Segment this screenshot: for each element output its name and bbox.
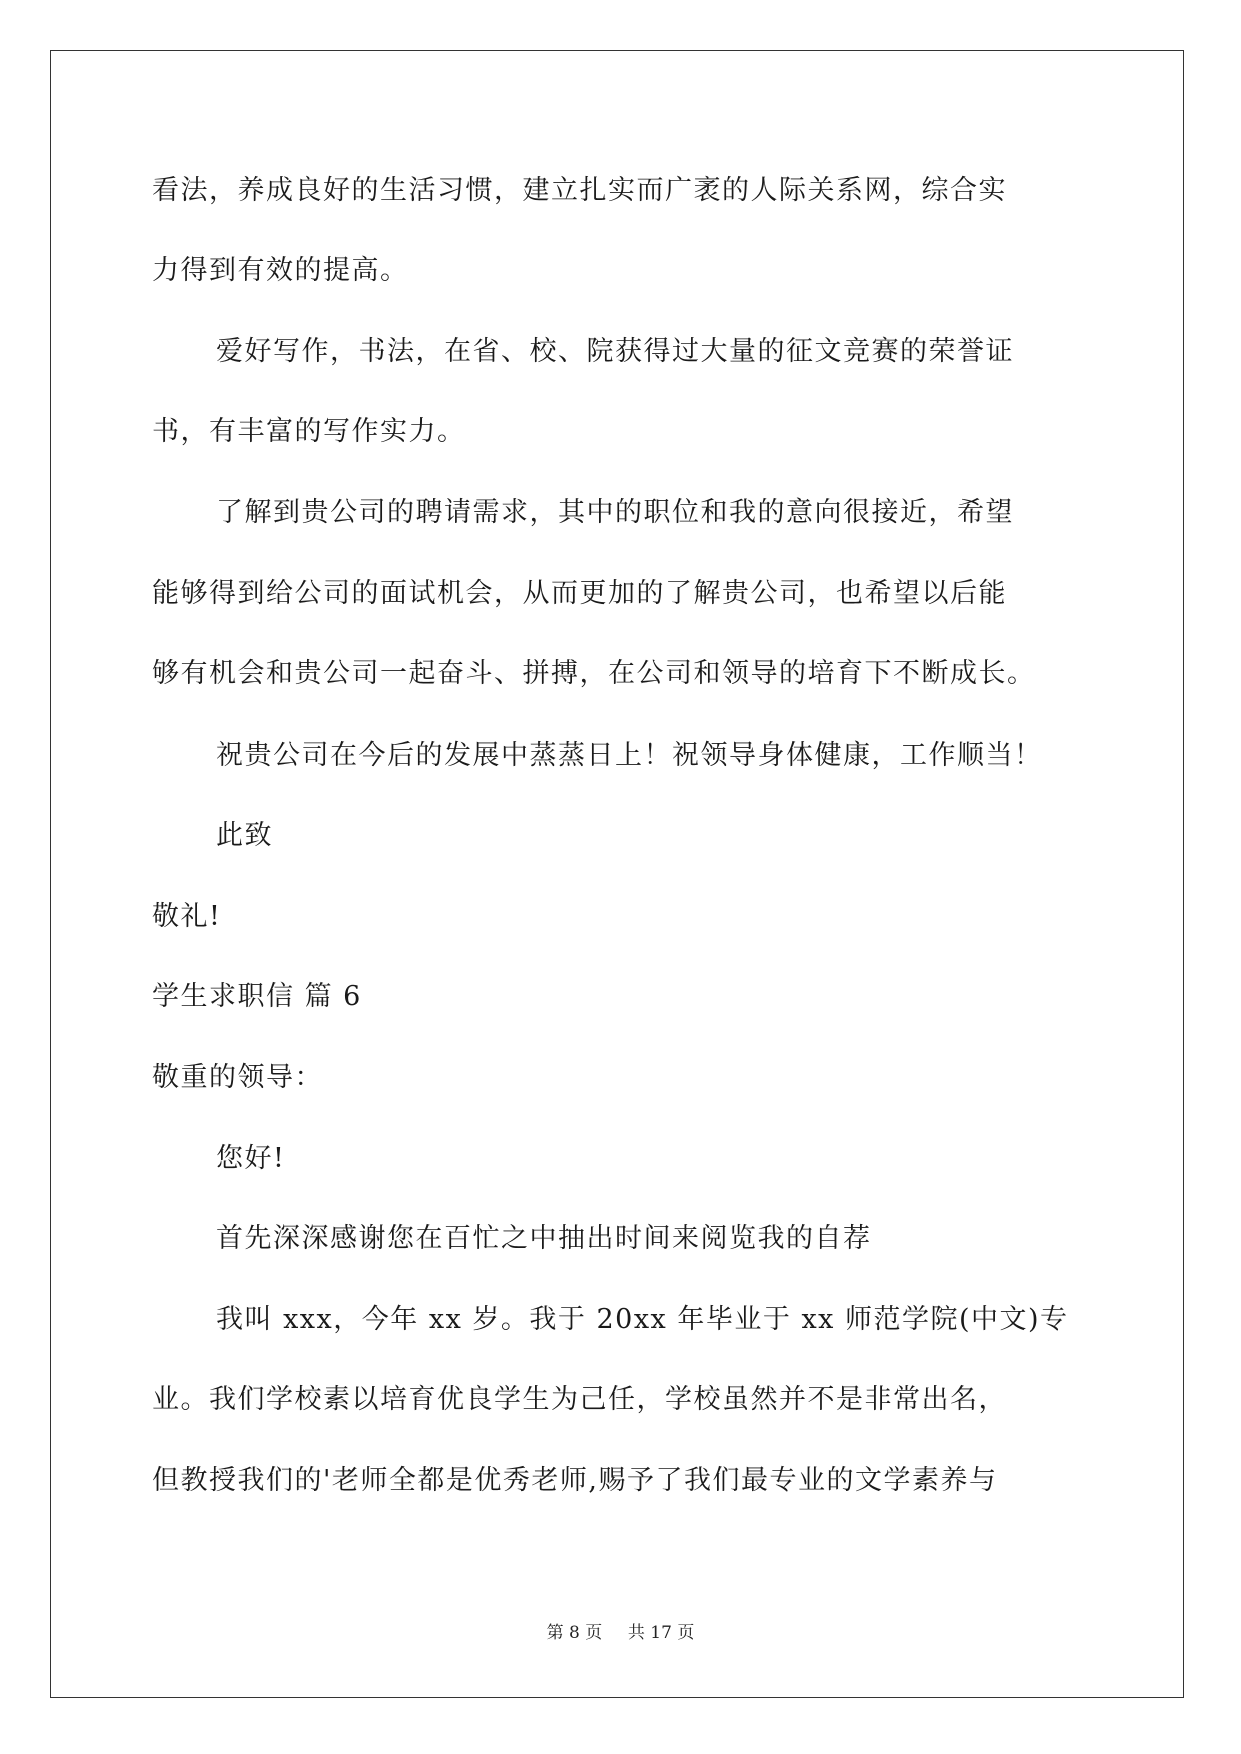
paragraph-line: 首先深深感谢您在百忙之中抽出时间来阅览我的自荐 [216, 1223, 872, 1254]
paragraph-line: 能够得到给公司的面试机会，从而更加的了解贵公司，也希望以后能 [152, 578, 1007, 609]
paragraph-line: 但教授我们的'老师全都是优秀老师,赐予了我们最专业的文学素养与 [152, 1465, 998, 1496]
greeting-line: 您好! [216, 1143, 286, 1174]
page-footer [0, 1618, 1241, 1643]
page-total: 共 17 页 [627, 1623, 695, 1643]
paragraph-line: 业。我们学校素以培育优良学生为己任，学校虽然并不是非常出名， [152, 1384, 1007, 1415]
paragraph-line: 我叫 xxx，今年 xx 岁。我于 20xx 年毕业于 xx 师范学院(中文)专 [216, 1304, 1069, 1335]
paragraph-line: 祝贵公司在今后的发展中蒸蒸日上！祝领导身体健康，工作顺当！ [216, 740, 1043, 771]
paragraph-line: 爱好写作，书法，在省、校、院获得过大量的征文竞赛的荣誉证 [216, 336, 1014, 367]
paragraph-line: 了解到贵公司的聘请需求，其中的职位和我的意向很接近，希望 [216, 497, 1014, 528]
paragraph-line: 力得到有效的提高。 [152, 255, 409, 286]
closing-line: 此致 [216, 820, 273, 851]
paragraph-line: 够有机会和贵公司一起奋斗、拼搏，在公司和领导的培育下不断成长。 [152, 658, 1036, 689]
greeting-line: 敬重的领导： [152, 1062, 323, 1093]
paragraph-line: 书，有丰富的写作实力。 [152, 416, 466, 447]
page-border [50, 50, 1184, 1698]
paragraph-line: 看法，养成良好的生活习惯，建立扎实而广袤的人际关系网，综合实 [152, 175, 1007, 206]
section-heading: 学生求职信 篇 6 [152, 981, 362, 1012]
salutation-line: 敬礼! [152, 901, 222, 932]
page-number: 第 8 页 [546, 1623, 603, 1643]
